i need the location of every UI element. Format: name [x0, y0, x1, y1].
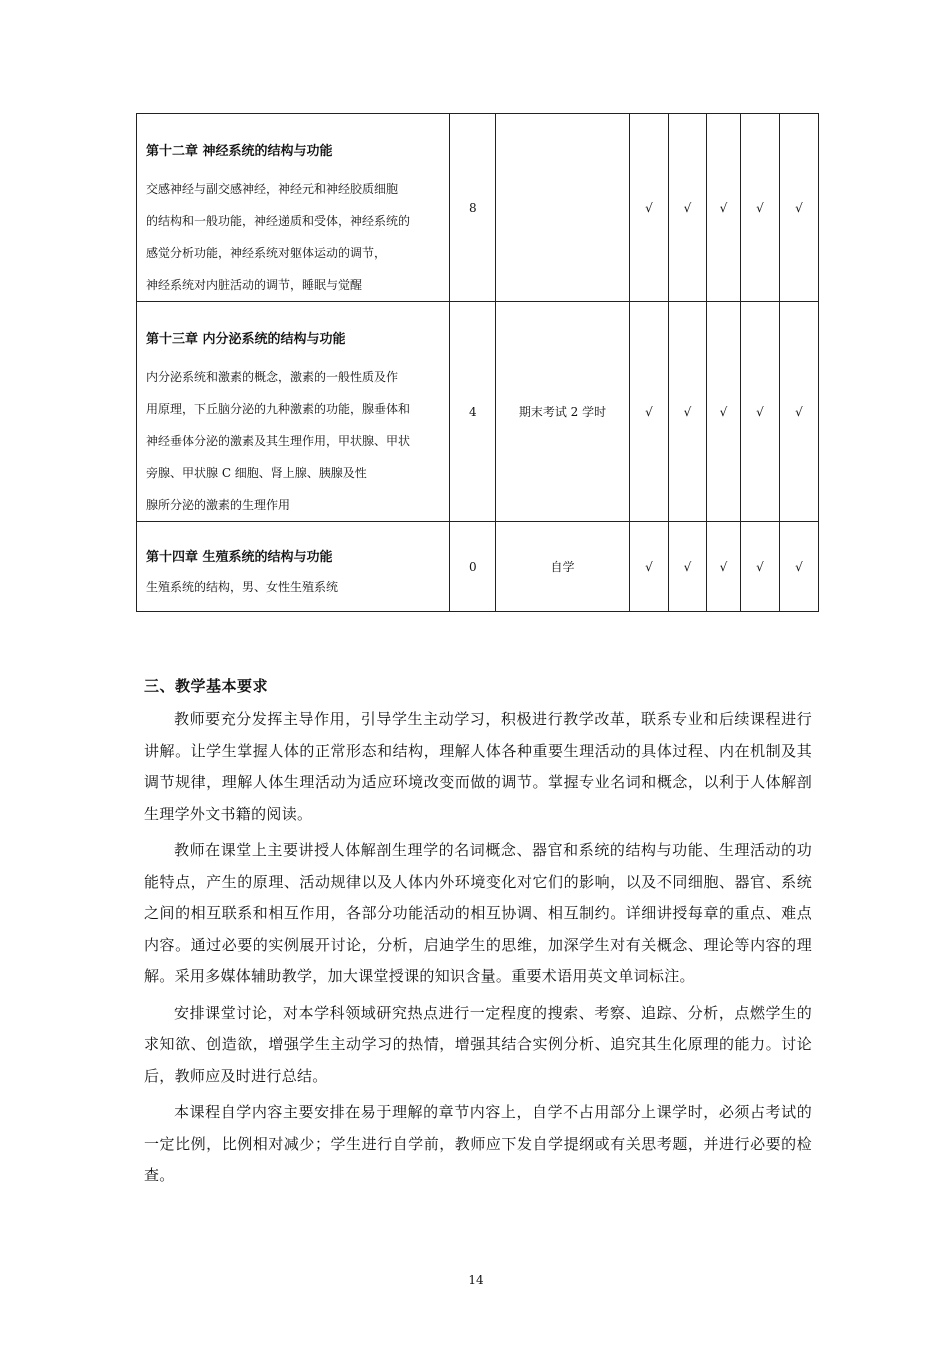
check-mark-cell: √: [707, 302, 741, 522]
chapter-content-line: 感觉分析功能，神经系统对躯体运动的调节，: [146, 246, 387, 260]
chapter-content-line: 生殖系统的结构，男、女性生殖系统: [146, 580, 339, 594]
table-row: [137, 522, 819, 612]
check-mark-cell: √: [630, 114, 669, 302]
check-mark-cell: √: [669, 114, 707, 302]
course-schedule-table: [136, 113, 819, 612]
check-mark-cell: √: [630, 522, 669, 612]
table-row: [137, 302, 819, 522]
chapter-cell: [137, 114, 450, 302]
check-mark-cell: √: [741, 114, 780, 302]
check-mark-cell: √: [780, 114, 819, 302]
chapter-content-line: 内分泌系统和激素的概念，激素的一般性质及作: [146, 370, 399, 384]
check-mark-cell: √: [707, 114, 741, 302]
check-mark-cell: √: [780, 522, 819, 612]
section-body: [144, 704, 812, 1192]
check-mark-cell: √: [741, 302, 780, 522]
chapter-content-line: 腺所分泌的激素的生理作用: [146, 498, 291, 512]
chapter-title: 第十三章 内分泌系统的结构与功能: [146, 332, 346, 347]
table-row: [137, 114, 819, 302]
chapter-title: 第十四章 生殖系统的结构与功能: [146, 550, 333, 565]
paragraph: 安排课堂讨论，对本学科领域研究热点进行一定程度的搜索、考察、追踪、分析，点燃学生的求知欲、创造欲，增强学生主动学习的热情，增强其结合实例分析、追究其生化原理的能力。讨论后，教师应及时进行总结。: [144, 1003, 812, 1085]
check-mark-cell: √: [741, 522, 780, 612]
check-mark-cell: √: [780, 302, 819, 522]
section-heading: 三、教学基本要求: [144, 677, 269, 695]
chapter-content-line: 神经垂体分泌的激素及其生理作用，甲状腺、甲状: [146, 434, 411, 448]
hours-cell: 0: [450, 522, 496, 612]
check-mark-cell: √: [707, 522, 741, 612]
check-mark-cell: √: [669, 522, 707, 612]
chapter-content-line: 旁腺、甲状腺 C 细胞、肾上腺、胰腺及性: [146, 466, 367, 480]
note-cell: 自学: [496, 522, 630, 612]
check-mark-cell: √: [630, 302, 669, 522]
note-cell: [496, 114, 630, 302]
chapter-content-line: 神经系统对内脏活动的调节，睡眠与觉醒: [146, 278, 363, 292]
chapter-title: 第十二章 神经系统的结构与功能: [146, 144, 333, 159]
table-body: [137, 114, 819, 612]
chapter-cell: [137, 522, 450, 612]
hours-cell: 4: [450, 302, 496, 522]
page-number: 14: [468, 1273, 484, 1287]
chapter-content-line: 交感神经与副交感神经，神经元和神经胶质细胞: [146, 182, 399, 196]
chapter-content-line: 的结构和一般功能，神经递质和受体，神经系统的: [146, 214, 411, 228]
check-mark-cell: √: [669, 302, 707, 522]
chapter-cell: [137, 302, 450, 522]
paragraph: 教师在课堂上主要讲授人体解剖生理学的名词概念、器官和系统的结构与功能、生理活动的功能特点，产生的原理、活动规律以及人体内外环境变化对它们的影响，以及不同细胞、器官、系统之间的相互联系和相互作用，各部分功能活动的相互协调、相互制约。详细讲授每章的重点、难点内容。通过必要的实例展开讨论，分析，启迪学生的思维，加深学生对有关概念、理论等内容的理解。采用多媒体辅助教学，加大课堂授课的知识含量。重要术语用英文单词标注。: [144, 841, 812, 985]
note-cell: 期末考试 2 学时: [496, 302, 630, 522]
chapter-content-line: 用原理，下丘脑分泌的九种激素的功能，腺垂体和: [146, 402, 411, 416]
hours-cell: 8: [450, 114, 496, 302]
paragraph: 教师要充分发挥主导作用，引导学生主动学习，积极进行教学改革，联系专业和后续课程进行讲解。让学生掌握人体的正常形态和结构，理解人体各种重要生理活动的具体过程、内在机制及其调节规律，理解人体生理活动为适应环境改变而做的调节。掌握专业名词和概念，以利于人体解剖生理学外文书籍的阅读。: [144, 710, 812, 823]
paragraph: 本课程自学内容主要安排在易于理解的章节内容上，自学不占用部分上课学时，必须占考试的一定比例，比例相对减少；学生进行自学前，教师应下发自学提纲或有关思考题，并进行必要的检查。: [144, 1103, 812, 1184]
